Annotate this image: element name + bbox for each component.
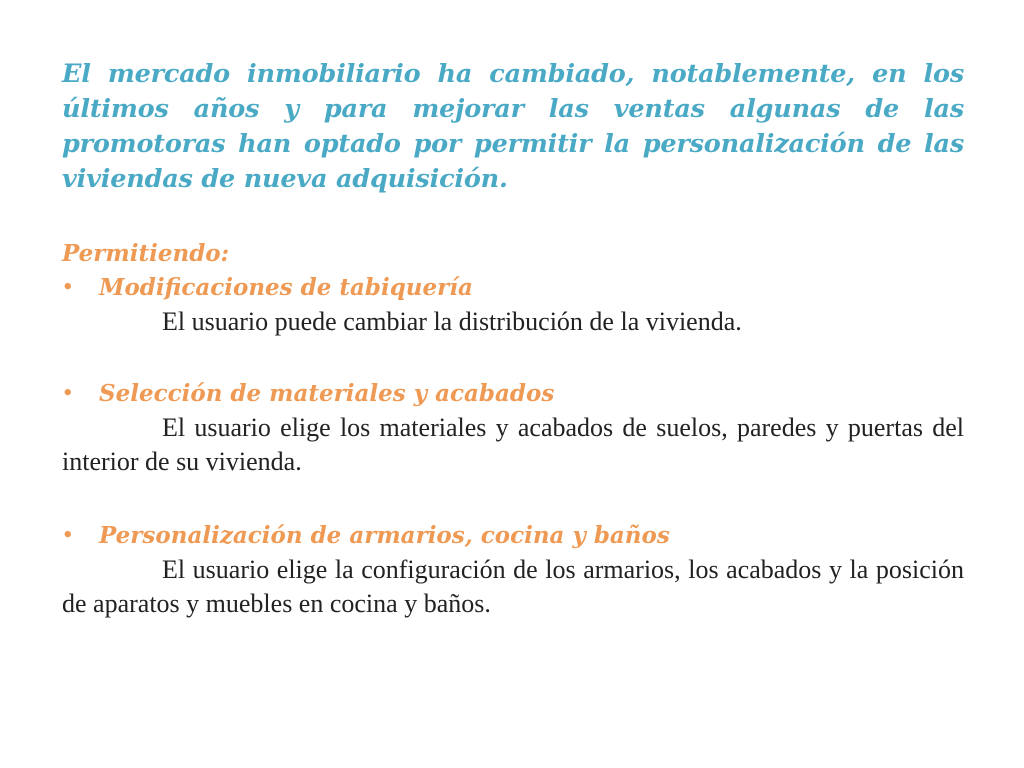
bullet-icon: • bbox=[62, 277, 74, 298]
list-item bbox=[62, 271, 964, 339]
bullet-title bbox=[62, 377, 964, 411]
bullet-description: El usuario puede cambiar la distribución de la vivienda. bbox=[162, 307, 742, 336]
bullet-title bbox=[62, 271, 964, 305]
bullet-icon: • bbox=[62, 525, 74, 546]
slide-content bbox=[62, 57, 964, 621]
bullet-description: El usuario elige la configuración de los armarios, los acabados y la posición de aparatos y muebles en cocina y baños. bbox=[62, 555, 964, 618]
bullet-title-text: Personalización de armarios, cocina y baños bbox=[99, 522, 670, 549]
list-item bbox=[62, 519, 964, 621]
lead-heading: Permitiendo: bbox=[62, 240, 230, 267]
bullet-icon: • bbox=[62, 383, 74, 404]
intro-paragraph: El mercado inmobiliario ha cambiado, notablemente, en los últimos años y para mejorar las ventas algunas de las promotoras han optado por permitir la personalización de las viviendas de nueva adquisición. bbox=[62, 59, 964, 194]
bullet-title-text: Modificaciones de tabiquería bbox=[99, 274, 473, 301]
list-item bbox=[62, 377, 964, 479]
bullet-description: El usuario elige los materiales y acabados de suelos, paredes y puertas del interior de su vivienda. bbox=[62, 413, 964, 476]
bullet-title-text: Selección de materiales y acabados bbox=[99, 380, 555, 407]
bullet-title bbox=[62, 519, 964, 553]
